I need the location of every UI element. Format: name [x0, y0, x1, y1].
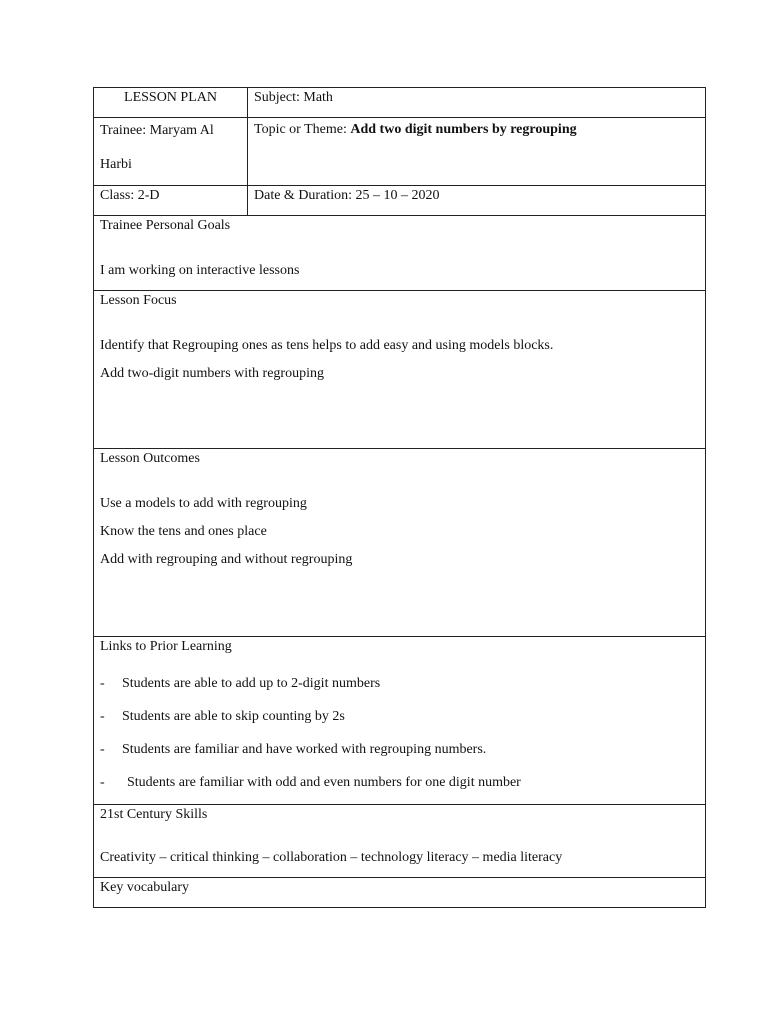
- skills-text: Creativity – critical thinking – collaboration – technology literacy – media literacy: [100, 850, 563, 865]
- section-heading: Lesson Outcomes: [100, 451, 200, 466]
- header-row-class: [94, 186, 706, 216]
- list-item-text: Students are familiar with odd and even numbers for one digit number: [127, 775, 521, 790]
- bullet-dash: -: [100, 775, 105, 790]
- list-item-text: Students are able to skip counting by 2s: [122, 709, 345, 724]
- trainee-cell: [94, 118, 248, 186]
- bullet-dash: -: [100, 709, 105, 724]
- lesson-plan-title: LESSON PLAN: [94, 88, 248, 118]
- section-lesson-focus: [94, 291, 706, 449]
- list-item: [100, 741, 699, 759]
- section-heading: Trainee Personal Goals: [100, 218, 231, 233]
- outcome-line: Add with regrouping and without regrouping: [100, 552, 353, 567]
- section-lesson-outcomes: [94, 449, 706, 637]
- list-item: [100, 774, 699, 792]
- list-item: [100, 675, 699, 693]
- list-item: [100, 708, 699, 726]
- header-row-trainee: [94, 118, 706, 186]
- header-row-title: [94, 88, 706, 118]
- section-21st-century-skills: [94, 805, 706, 878]
- topic-cell: [248, 118, 706, 186]
- section-text: I am working on interactive lessons: [100, 263, 300, 278]
- class-cell: Class: 2-D: [94, 186, 248, 216]
- list-item-text: Students are familiar and have worked with regrouping numbers.: [122, 742, 487, 757]
- topic-label: Topic or Theme:: [254, 122, 351, 137]
- trainee-name-line1: Trainee: Maryam Al: [100, 123, 214, 138]
- bullet-dash: -: [100, 676, 105, 691]
- focus-line: Identify that Regrouping ones as tens helps to add easy and using models blocks.: [100, 338, 554, 353]
- section-heading: 21st Century Skills: [100, 807, 208, 822]
- list-item-text: Students are able to add up to 2-digit numbers: [122, 676, 381, 691]
- outcome-line: Use a models to add with regrouping: [100, 496, 307, 511]
- date-duration-cell: Date & Duration: 25 – 10 – 2020: [248, 186, 706, 216]
- outcome-line: Know the tens and ones place: [100, 524, 267, 539]
- section-heading: Lesson Focus: [100, 293, 177, 308]
- focus-line: Add two-digit numbers with regrouping: [100, 366, 324, 381]
- section-heading: Links to Prior Learning: [100, 639, 232, 654]
- bullet-dash: -: [100, 742, 105, 757]
- section-personal-goals: [94, 216, 706, 291]
- prior-learning-list: [100, 675, 699, 792]
- topic-value: Add two digit numbers by regrouping: [350, 122, 577, 137]
- section-heading: Key vocabulary: [100, 880, 190, 895]
- subject-cell: Subject: Math: [248, 88, 706, 118]
- section-key-vocabulary: [94, 878, 706, 908]
- section-prior-learning: [94, 637, 706, 805]
- trainee-name-line2: Harbi: [100, 157, 132, 172]
- lesson-plan-table: [93, 87, 706, 908]
